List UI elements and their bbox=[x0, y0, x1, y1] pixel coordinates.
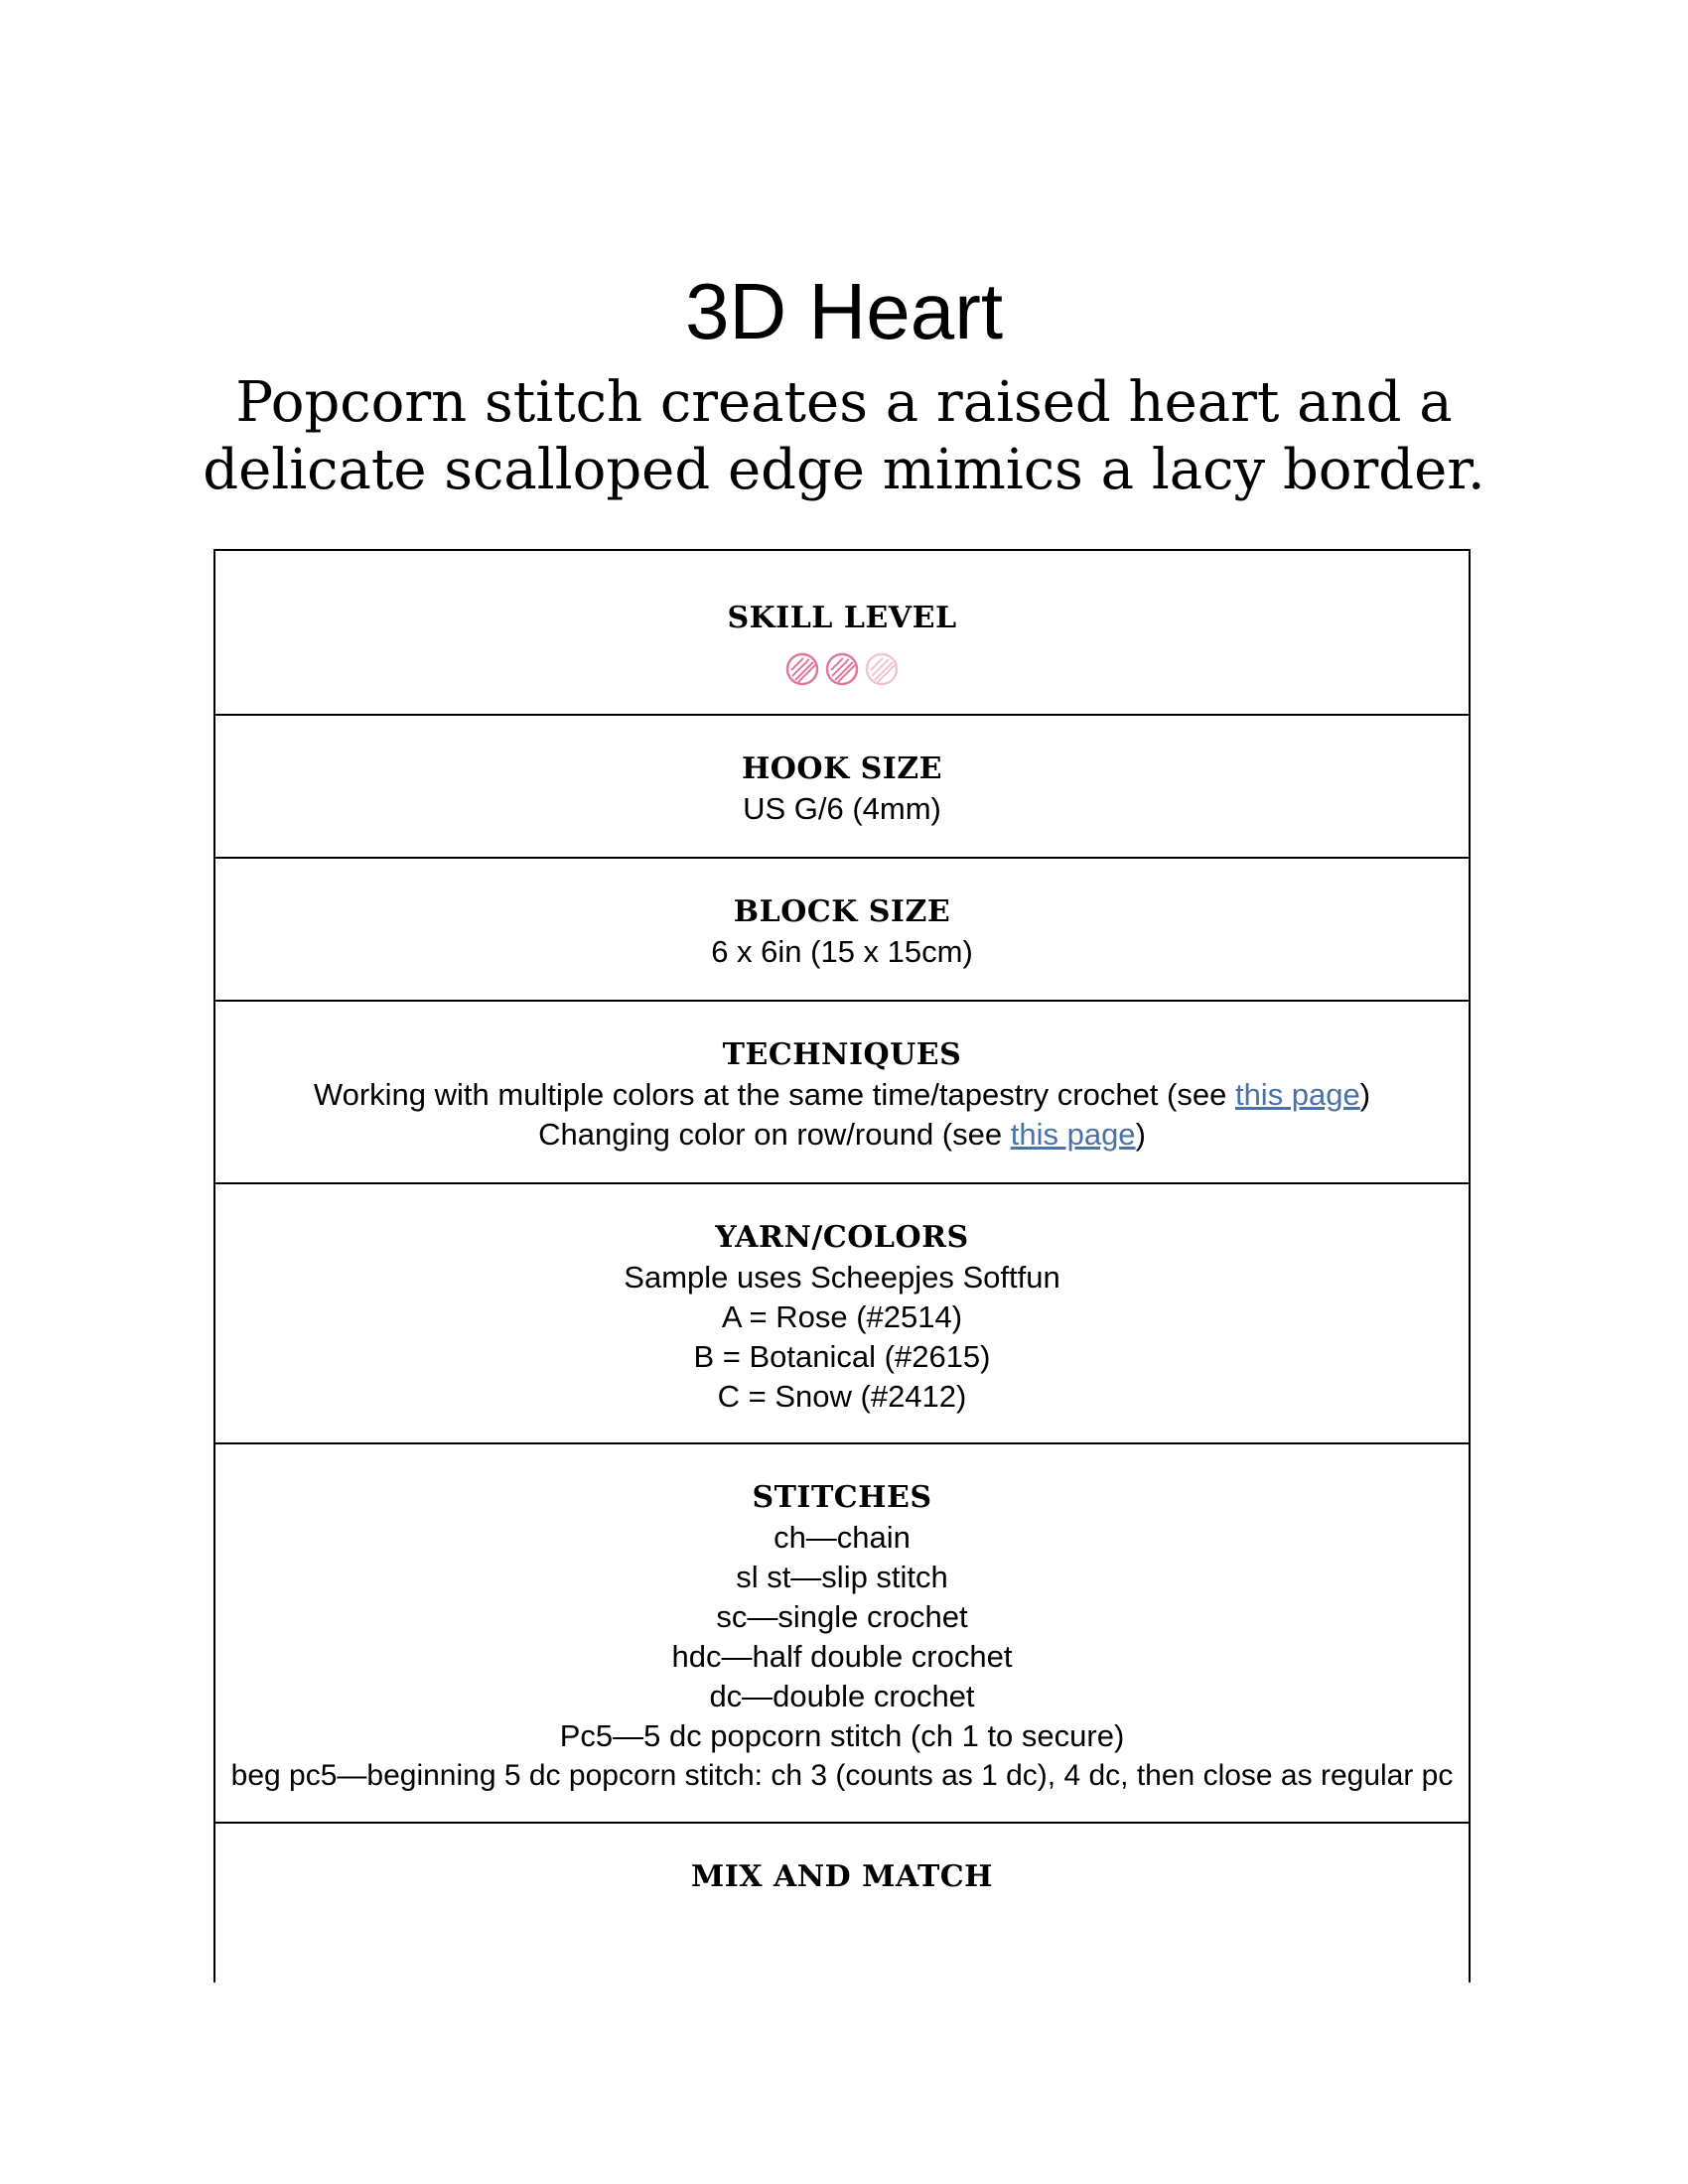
hook-size-heading: HOOK SIZE bbox=[741, 751, 943, 786]
block-size-heading: BLOCK SIZE bbox=[733, 894, 951, 929]
stitch-line: sc—single crochet bbox=[716, 1599, 968, 1634]
technique-item: Working with multiple colors at the same time/tapestry crochet (see this page) bbox=[313, 1077, 1371, 1112]
page-subtitle: Popcorn stitch creates a raised heart and a delicate scalloped edge mimics a lacy border. bbox=[203, 370, 1485, 502]
this-page-link[interactable]: this page bbox=[1234, 1077, 1360, 1112]
stitch-line: Pc5—5 dc popcorn stitch (ch 1 to secure) bbox=[559, 1718, 1125, 1753]
stitch-line: beg pc5—beginning 5 dc popcorn stitch: ch 3 (counts as 1 dc), 4 dc, then close as regular pc bbox=[230, 1759, 1454, 1792]
techniques-heading: TECHNIQUES bbox=[722, 1037, 962, 1072]
yarn-line: Sample uses Scheepjes Softfun bbox=[624, 1260, 1060, 1295]
this-page-link[interactable]: this page bbox=[1010, 1117, 1136, 1152]
hook-size-value: US G/6 (4mm) bbox=[743, 791, 941, 826]
block-size-section bbox=[215, 859, 1469, 1002]
stitch-line: sl st—slip stitch bbox=[736, 1560, 948, 1594]
mix-and-match-heading: MIX AND MATCH bbox=[690, 1859, 993, 1894]
yarn-ball-icon bbox=[865, 652, 899, 686]
page-title: 3D Heart bbox=[684, 267, 1004, 355]
skill-level-section bbox=[215, 551, 1469, 716]
yarn-line: A = Rose (#2514) bbox=[721, 1299, 963, 1334]
pattern-info-table bbox=[213, 549, 1471, 1982]
stitches-section bbox=[215, 1444, 1469, 1824]
stitch-line: ch—chain bbox=[774, 1520, 911, 1555]
stitch-line: dc—double crochet bbox=[709, 1679, 975, 1713]
hook-size-section bbox=[215, 716, 1469, 859]
technique-item: Changing color on row/round (see this page) bbox=[538, 1117, 1146, 1152]
yarn-line: B = Botanical (#2615) bbox=[693, 1339, 991, 1374]
yarn-ball-icon bbox=[785, 652, 819, 686]
yarn-ball-icon bbox=[825, 652, 859, 686]
techniques-section bbox=[215, 1002, 1469, 1184]
yarn-colors-section bbox=[215, 1184, 1469, 1444]
block-size-value: 6 x 6in (15 x 15cm) bbox=[711, 934, 973, 969]
stitch-line: hdc—half double crochet bbox=[671, 1639, 1013, 1674]
skill-level-heading: SKILL LEVEL bbox=[727, 601, 957, 635]
yarn-line: C = Snow (#2412) bbox=[717, 1379, 967, 1414]
stitches-heading: STITCHES bbox=[752, 1480, 932, 1515]
mix-and-match-section bbox=[215, 1824, 1469, 1984]
skill-level-rating bbox=[215, 652, 1469, 686]
yarn-colors-heading: YARN/COLORS bbox=[715, 1220, 969, 1255]
